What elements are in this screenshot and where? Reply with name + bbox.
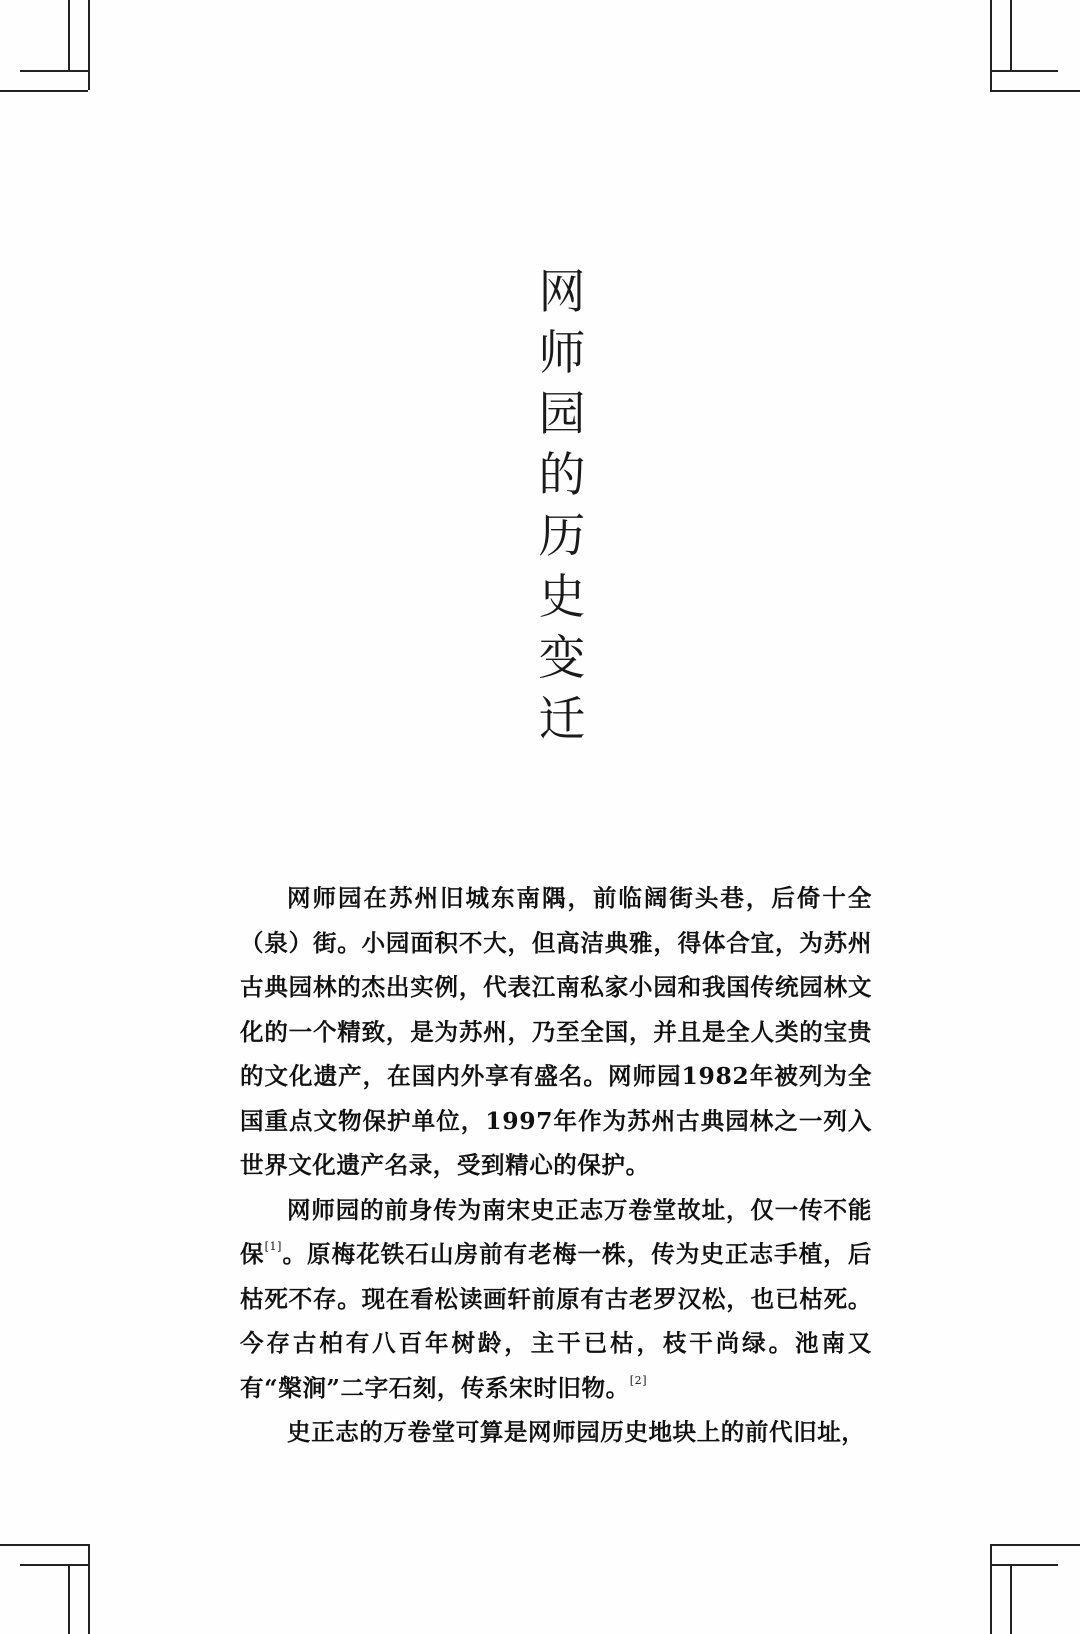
title-char: 变 <box>538 631 586 686</box>
footnote-ref: [2] <box>629 1373 648 1387</box>
crop-mark <box>990 1544 992 1634</box>
title-char: 历 <box>538 509 586 564</box>
paragraph: 网师园在苏州旧城东南隅，前临阔街头巷，后倚十全（泉）街。小园面积不大，但高洁典雅，得体合宜，为苏州古典园林的杰出实例，代表江南私家小园和我国传统园林文化的一个精致，是为苏州，乃至全国，并且是全人类的宝贵的文化遗产，在国内外享有盛名。网师园1982年被列为全国重点文物保护单位，1997年作为苏州古典园林之一列入世界文化遗产名录，受到精心的保护。 <box>240 884 872 1179</box>
crop-mark <box>0 90 88 92</box>
title-char: 园 <box>538 387 586 442</box>
crop-mark <box>20 1564 88 1566</box>
chapter-title <box>532 262 592 750</box>
crop-mark <box>990 1544 1080 1546</box>
crop-mark <box>1010 0 1012 70</box>
crop-mark <box>1010 1564 1012 1634</box>
crop-mark <box>990 70 1058 72</box>
crop-mark <box>68 0 70 70</box>
crop-mark <box>990 1564 1058 1566</box>
crop-mark <box>88 1544 90 1634</box>
body-text <box>240 876 872 1455</box>
crop-mark <box>990 0 992 90</box>
crop-mark <box>20 70 88 72</box>
crop-mark <box>68 1564 70 1634</box>
title-char: 网 <box>538 265 586 320</box>
paragraph <box>240 1188 872 1411</box>
title-char: 史 <box>538 570 586 625</box>
crop-mark <box>990 90 1080 92</box>
paragraph: 史正志的万卷堂可算是网师园历史地块上的前代旧址， <box>287 1418 866 1446</box>
title-char: 师 <box>538 326 586 381</box>
title-char: 迁 <box>538 692 586 747</box>
footnote-ref: [1] <box>264 1240 282 1253</box>
paragraph-text: 。原梅花铁石山房前有老梅一株，传为史正志手植，后枯死不存。现在看松读画轩前原有古老罗汉松，也已枯死。今存古柏有八百年树龄，主干已枯，枝干尚绿。池南又有“槃涧”二字石刻，传系宋时旧物。 <box>240 1240 872 1402</box>
crop-mark <box>0 1544 88 1546</box>
paragraph-text: 网师园的前身传为南宋史正志万卷堂故址，仅一传不能保 <box>240 1195 872 1268</box>
title-char: 的 <box>538 448 586 503</box>
crop-mark <box>88 0 90 90</box>
